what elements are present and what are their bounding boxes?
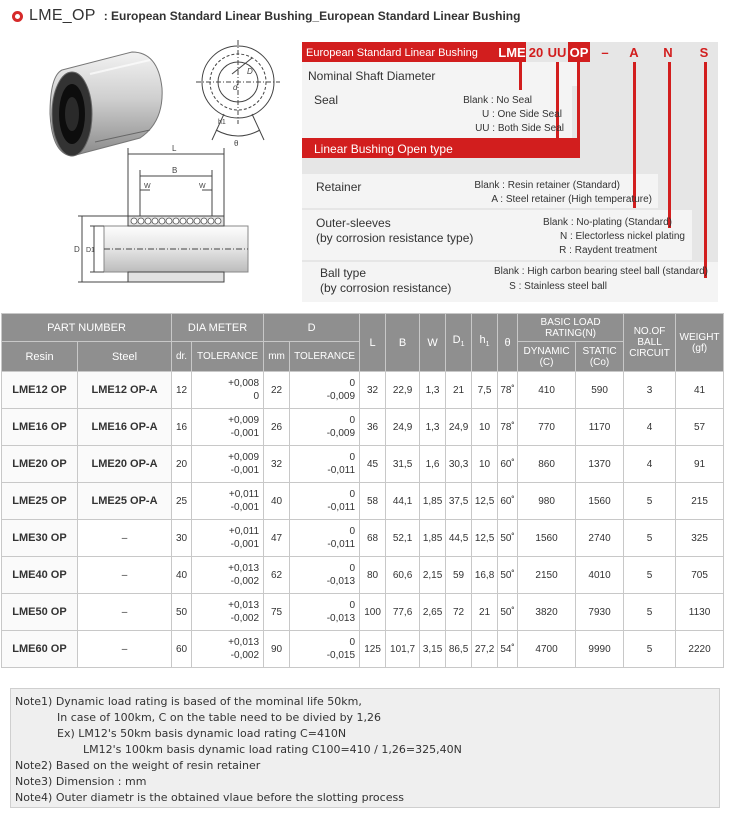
table-row	[2, 446, 724, 483]
cell-h1: 10	[472, 446, 498, 483]
cell-w: 1,6	[420, 446, 446, 483]
note-1-example-2: LM12's 100km basis dynamic load rating C100=410 / 1,26=325,40N	[83, 743, 462, 756]
label-outer-1: Outer-sleeves	[316, 216, 391, 230]
cell-dynamic: 860	[518, 446, 576, 483]
cell-mm: 40	[264, 483, 290, 520]
code-seal: UU	[547, 45, 567, 60]
cell-theta: 78˚	[498, 409, 518, 446]
cell-b: 52,1	[386, 520, 420, 557]
cell-b: 22,9	[386, 372, 420, 409]
label-outer-2: (by corrosion resistance type)	[316, 231, 474, 245]
cell-theta: 54˚	[498, 631, 518, 668]
page-subtitle: : European Standard Linear Bushing_European Standard Linear Bushing	[103, 9, 521, 23]
th-ball-circuit: NO.OF BALL CIRCUIT	[624, 314, 676, 372]
cell-mm: 32	[264, 446, 290, 483]
cell-h1: 12,5	[472, 520, 498, 557]
side-view	[74, 144, 248, 282]
th-part-number: PART NUMBER	[2, 314, 172, 342]
cell-steel: LME16 OP-A	[78, 409, 172, 446]
cell-steel: LME12 OP-A	[78, 372, 172, 409]
cell-dynamic: 1560	[518, 520, 576, 557]
cell-d-tolerance: 0 -0,009	[290, 372, 360, 409]
cell-l: 100	[360, 594, 386, 631]
th-b: B	[386, 314, 420, 372]
table-row	[2, 557, 724, 594]
dim-label-w-right: W	[199, 183, 206, 190]
outer-opt-n: N : Electorless nickel plating	[559, 231, 685, 242]
cell-dynamic: 4700	[518, 631, 576, 668]
cell-l: 36	[360, 409, 386, 446]
cell-dr: 12	[172, 372, 192, 409]
cell-h1: 27,2	[472, 631, 498, 668]
table-row	[2, 372, 724, 409]
cell-resin: LME50 OP	[2, 594, 78, 631]
cell-tolerance: +0,011 -0,001	[192, 483, 264, 520]
cell-tolerance: +0,013 -0,002	[192, 631, 264, 668]
th-dr: dr.	[172, 342, 192, 372]
dim-label-l: L	[172, 144, 177, 153]
connector-retainer	[633, 62, 636, 208]
note-4: Note4) Outer diametr is the obtained vlaue before the slotting process	[15, 791, 404, 804]
svg-text:D: D	[247, 67, 253, 76]
cell-d1: 21	[446, 372, 472, 409]
cell-d-tolerance: 0 -0,013	[290, 594, 360, 631]
cell-static: 9990	[576, 631, 624, 668]
cell-weight: 91	[676, 446, 724, 483]
spec-table	[1, 313, 724, 668]
cell-ball-circuit: 3	[624, 372, 676, 409]
cell-ball-circuit: 4	[624, 409, 676, 446]
cell-dr: 40	[172, 557, 192, 594]
cell-tolerance: +0,008 0	[192, 372, 264, 409]
cell-static: 1370	[576, 446, 624, 483]
cell-resin: LME12 OP	[2, 372, 78, 409]
cell-d1: 44,5	[446, 520, 472, 557]
cell-static: 1170	[576, 409, 624, 446]
designation-chart	[302, 42, 718, 302]
cell-static: 7930	[576, 594, 624, 631]
label-ball-1: Ball type	[320, 266, 367, 280]
dim-label-w-left: W	[144, 183, 151, 190]
cell-h1: 16,8	[472, 557, 498, 594]
cell-mm: 75	[264, 594, 290, 631]
cell-dr: 16	[172, 409, 192, 446]
connector-outer	[668, 62, 671, 228]
th-l: L	[360, 314, 386, 372]
th-resin: Resin	[2, 342, 78, 372]
bushing-photo	[50, 52, 162, 156]
cell-steel: –	[78, 631, 172, 668]
dim-label-b: B	[172, 166, 178, 175]
table-row	[2, 594, 724, 631]
cell-ball-circuit: 5	[624, 557, 676, 594]
cell-tolerance: +0,009 -0,001	[192, 446, 264, 483]
cell-weight: 325	[676, 520, 724, 557]
cell-mm: 22	[264, 372, 290, 409]
cell-dynamic: 410	[518, 372, 576, 409]
cell-l: 125	[360, 631, 386, 668]
cell-steel: LME20 OP-A	[78, 446, 172, 483]
cell-dynamic: 3820	[518, 594, 576, 631]
cell-h1: 7,5	[472, 372, 498, 409]
cell-d-tolerance: 0 -0,015	[290, 631, 360, 668]
notes-box	[10, 688, 720, 808]
th-theta: θ	[498, 314, 518, 372]
cell-dynamic: 2150	[518, 557, 576, 594]
bullet-icon	[12, 11, 23, 22]
th-mm: mm	[264, 342, 290, 372]
svg-text:h1: h1	[218, 119, 226, 126]
cell-resin: LME25 OP	[2, 483, 78, 520]
retainer-opt-blank: Blank : Resin retainer (Standard)	[474, 180, 620, 191]
cell-b: 31,5	[386, 446, 420, 483]
cell-l: 68	[360, 520, 386, 557]
cell-ball-circuit: 5	[624, 483, 676, 520]
cell-resin: LME40 OP	[2, 557, 78, 594]
table-row	[2, 631, 724, 668]
th-static: STATIC (Co)	[576, 342, 624, 372]
cell-theta: 78˚	[498, 372, 518, 409]
cell-steel: –	[78, 557, 172, 594]
page-title: LME_OP	[29, 7, 96, 24]
th-weight: WEIGHT (gf)	[676, 314, 724, 372]
cell-w: 1,85	[420, 520, 446, 557]
connector-ball	[704, 62, 707, 278]
cell-l: 32	[360, 372, 386, 409]
cell-l: 45	[360, 446, 386, 483]
cell-mm: 90	[264, 631, 290, 668]
cell-d1: 72	[446, 594, 472, 631]
cell-theta: 50˚	[498, 594, 518, 631]
cell-steel: –	[78, 520, 172, 557]
cell-d-tolerance: 0 -0,009	[290, 409, 360, 446]
outer-opt-blank: Blank : No-plating (Standard)	[543, 217, 672, 228]
th-d1: $D_1$	[446, 314, 472, 372]
cell-steel: LME25 OP-A	[78, 483, 172, 520]
cell-static: 1560	[576, 483, 624, 520]
cell-d1: 86,5	[446, 631, 472, 668]
cell-dr: 60	[172, 631, 192, 668]
cell-w: 1,3	[420, 372, 446, 409]
th-tolerance: TOLERANCE	[192, 342, 264, 372]
cell-mm: 62	[264, 557, 290, 594]
cell-dr: 30	[172, 520, 192, 557]
cell-static: 2740	[576, 520, 624, 557]
th-basic-load: BASIC LOAD RATING(N)	[518, 314, 624, 342]
cell-ball-circuit: 5	[624, 631, 676, 668]
cell-d-tolerance: 0 -0,013	[290, 557, 360, 594]
cell-h1: 21	[472, 594, 498, 631]
cell-b: 44,1	[386, 483, 420, 520]
cell-h1: 10	[472, 409, 498, 446]
cell-d1: 37,5	[446, 483, 472, 520]
code-op: OP	[568, 42, 590, 62]
label-open-type: Linear Bushing Open type	[314, 142, 453, 156]
spec-table-body	[2, 372, 724, 668]
label-shaft: Nominal Shaft Diameter	[308, 69, 436, 83]
note-1-example: Ex) LM12's 50km basis dynamic load rating C=410N	[57, 727, 347, 740]
code-lme: LME	[498, 42, 526, 62]
seal-opt-u: U : One Side Seal	[481, 109, 562, 120]
table-row	[2, 483, 724, 520]
cell-h1: 12,5	[472, 483, 498, 520]
outer-opt-r: R : Raydent treatment	[559, 245, 657, 256]
table-row	[2, 409, 724, 446]
label-ball-2: (by corrosion resistance)	[320, 281, 452, 295]
cell-b: 24,9	[386, 409, 420, 446]
cell-theta: 50˚	[498, 520, 518, 557]
note-1: Note1) Dynamic load rating is based of the mominal life 50km,	[15, 695, 362, 708]
cell-resin: LME20 OP	[2, 446, 78, 483]
connector-shaft	[519, 62, 522, 90]
cell-w: 3,15	[420, 631, 446, 668]
dim-label-d1: D1	[86, 247, 95, 254]
cell-static: 4010	[576, 557, 624, 594]
cell-w: 2,65	[420, 594, 446, 631]
cell-dynamic: 980	[518, 483, 576, 520]
cell-d1: 30,3	[446, 446, 472, 483]
cell-dr: 50	[172, 594, 192, 631]
cell-weight: 215	[676, 483, 724, 520]
cell-weight: 2220	[676, 631, 724, 668]
th-tolerance-d: TOLERANCE	[290, 342, 360, 372]
ball-opt-blank: Blank : High carbon bearing steel ball (standard)	[493, 266, 708, 277]
retainer-opt-a: A : Steel retainer (High temperature)	[491, 194, 652, 205]
table-row	[2, 520, 724, 557]
cell-w: 1,3	[420, 409, 446, 446]
code-ball: S	[699, 45, 709, 60]
cell-ball-circuit: 4	[624, 446, 676, 483]
cell-weight: 705	[676, 557, 724, 594]
cell-weight: 1130	[676, 594, 724, 631]
cell-resin: LME16 OP	[2, 409, 78, 446]
dim-label-d: D	[74, 245, 80, 254]
cell-resin: LME30 OP	[2, 520, 78, 557]
cell-dr: 20	[172, 446, 192, 483]
note-2: Note2) Based on the weight of resin retainer	[15, 759, 261, 772]
cell-tolerance: +0,013 -0,002	[192, 594, 264, 631]
cell-weight: 41	[676, 372, 724, 409]
dim-label-theta: θ	[234, 139, 239, 148]
cell-tolerance: +0,013 -0,002	[192, 557, 264, 594]
cell-mm: 47	[264, 520, 290, 557]
note-1-detail: In case of 100km, C on the table need to be divied by 1,26	[57, 711, 382, 724]
seal-opt-blank: Blank : No Seal	[463, 95, 532, 106]
technical-drawings	[0, 30, 300, 300]
cell-theta: 60˚	[498, 446, 518, 483]
cell-d1: 24,9	[446, 409, 472, 446]
page-header	[12, 6, 520, 26]
label-retainer: Retainer	[316, 180, 362, 194]
th-steel: Steel	[78, 342, 172, 372]
cell-d-tolerance: 0 -0,011	[290, 520, 360, 557]
th-d: D	[264, 314, 360, 342]
cell-static: 590	[576, 372, 624, 409]
cell-tolerance: +0,009 -0,001	[192, 409, 264, 446]
note-3: Note3) Dimension : mm	[15, 775, 147, 788]
cell-theta: 60˚	[498, 483, 518, 520]
th-h1: $h_1$	[472, 314, 498, 372]
designation-title: European Standard Linear Bushing	[306, 47, 478, 59]
cell-w: 1,85	[420, 483, 446, 520]
cell-b: 77,6	[386, 594, 420, 631]
svg-text:d: d	[233, 83, 238, 92]
cell-d-tolerance: 0 -0,011	[290, 446, 360, 483]
code-dash: –	[601, 45, 609, 60]
th-dynamic: DYNAMIC (C)	[518, 342, 576, 372]
section-view	[196, 40, 280, 148]
cell-mm: 26	[264, 409, 290, 446]
cell-dynamic: 770	[518, 409, 576, 446]
cell-steel: –	[78, 594, 172, 631]
cell-d1: 59	[446, 557, 472, 594]
cell-dr: 25	[172, 483, 192, 520]
code-retainer: A	[629, 45, 639, 60]
cell-resin: LME60 OP	[2, 631, 78, 668]
cell-b: 60,6	[386, 557, 420, 594]
label-seal: Seal	[314, 93, 339, 107]
th-dia-meter: DIA METER	[172, 314, 264, 342]
cell-w: 2,15	[420, 557, 446, 594]
cell-ball-circuit: 5	[624, 520, 676, 557]
cell-d-tolerance: 0 -0,011	[290, 483, 360, 520]
code-outer: N	[663, 45, 673, 60]
cell-weight: 57	[676, 409, 724, 446]
cell-b: 101,7	[386, 631, 420, 668]
cell-ball-circuit: 5	[624, 594, 676, 631]
th-w: W	[420, 314, 446, 372]
cell-theta: 50˚	[498, 557, 518, 594]
ball-opt-s: S : Stainless steel ball	[509, 281, 607, 292]
cell-l: 58	[360, 483, 386, 520]
cell-tolerance: +0,011 -0,001	[192, 520, 264, 557]
cell-l: 80	[360, 557, 386, 594]
code-size: 20	[528, 45, 544, 60]
seal-opt-uu: UU : Both Side Seal	[475, 123, 564, 134]
